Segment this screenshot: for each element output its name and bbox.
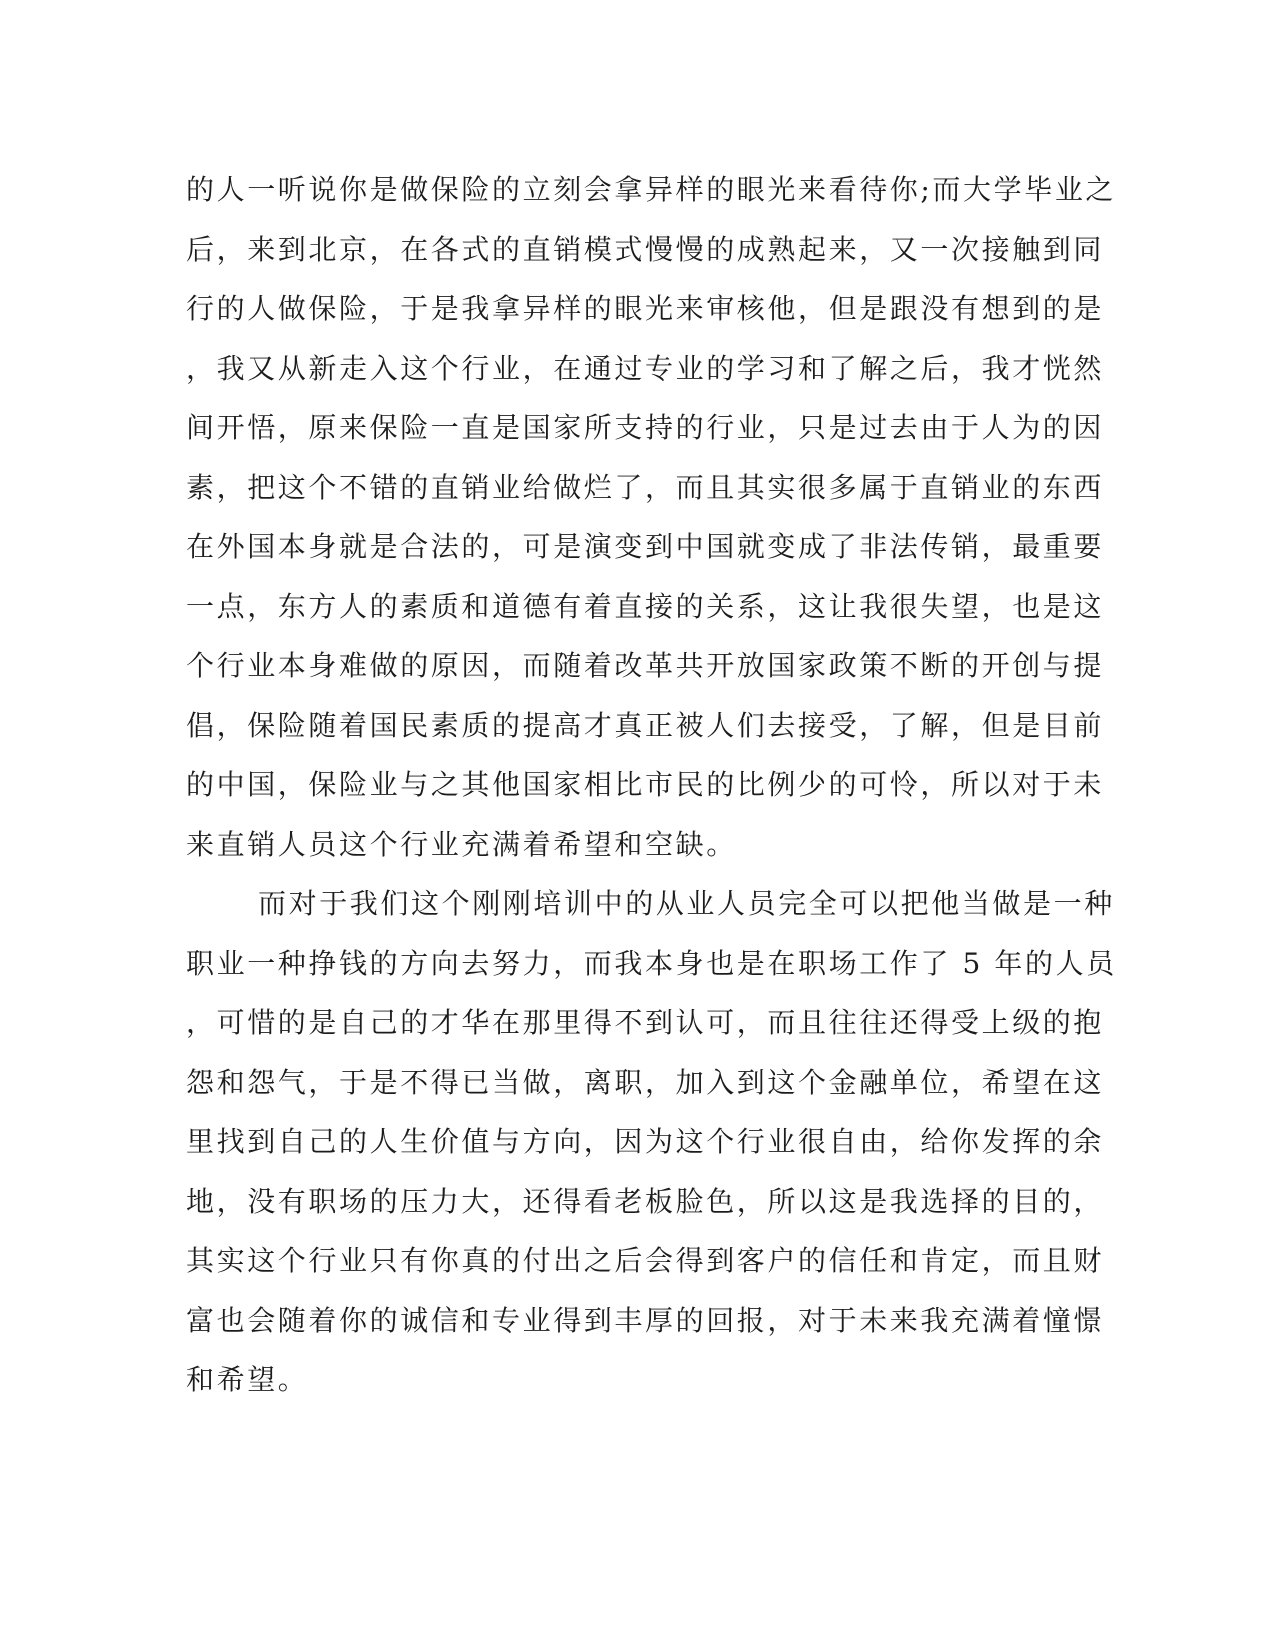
text-line: 后，来到北京，在各式的直销模式慢慢的成熟起来，又一次接触到同 [186,232,1105,266]
text-line: 的中国，保险业与之其他国家相比市民的比例少的可怜，所以对于未 [186,768,1105,801]
text-line: 里找到自己的人生价值与方向，因为这个行业很自由，给你发挥的余 [186,1125,1105,1158]
text-line: 在外国本身就是合法的，可是演变到中国就变成了非法传销，最重要 [186,530,1105,563]
text-line: 个行业本身难做的原因，而随着改革共开放国家政策不断的开创与提 [186,649,1105,682]
text-line: ，我又从新走入这个行业，在通过专业的学习和了解之后，我才恍然 [186,351,1105,385]
text-line: 倡，保险随着国民素质的提高才真正被人们去接受，了解，但是目前 [186,708,1105,742]
paragraph-2 [186,874,1117,1410]
text-line: ，可惜的是自己的才华在那里得不到认可，而且往往还得受上级的抱 [186,1006,1105,1039]
text-line: 怨和怨气，于是不得已当做，离职，加入到这个金融单位，希望在这 [186,1065,1105,1099]
text-line: 地，没有职场的压力大，还得看老板脸色，所以这是我选择的目的， [186,1184,1105,1218]
text-line: 和希望。 [186,1363,309,1396]
body-text [186,160,1117,1410]
text-line: 的人一听说你是做保险的立刻会拿异样的眼光来看待你;而大学毕业之 [186,173,1117,206]
paragraph-1 [186,160,1117,874]
text-line: 职业一种挣钱的方向去努力，而我本身也是在职场工作了 5 年的人员 [186,946,1117,980]
text-line: 其实这个行业只有你真的付出之后会得到客户的信任和肯定，而且财 [186,1244,1105,1277]
text-line: 行的人做保险，于是我拿异样的眼光来审核他，但是跟没有想到的是 [186,292,1105,325]
text-line: 一点，东方人的素质和道德有着直接的关系，这让我很失望，也是这 [186,589,1105,623]
text-line: 来直销人员这个行业充满着希望和空缺。 [186,827,737,861]
text-line: 富也会随着你的诚信和专业得到丰厚的回报，对于未来我充满着憧憬 [186,1303,1105,1337]
text-line: 间开悟，原来保险一直是国家所支持的行业，只是过去由于人为的因 [186,411,1105,444]
text-line: 而对于我们这个刚刚培训中的从业人员完全可以把他当做是一种 [258,887,1115,920]
text-line: 素，把这个不错的直销业给做烂了，而且其实很多属于直销业的东西 [186,470,1105,504]
